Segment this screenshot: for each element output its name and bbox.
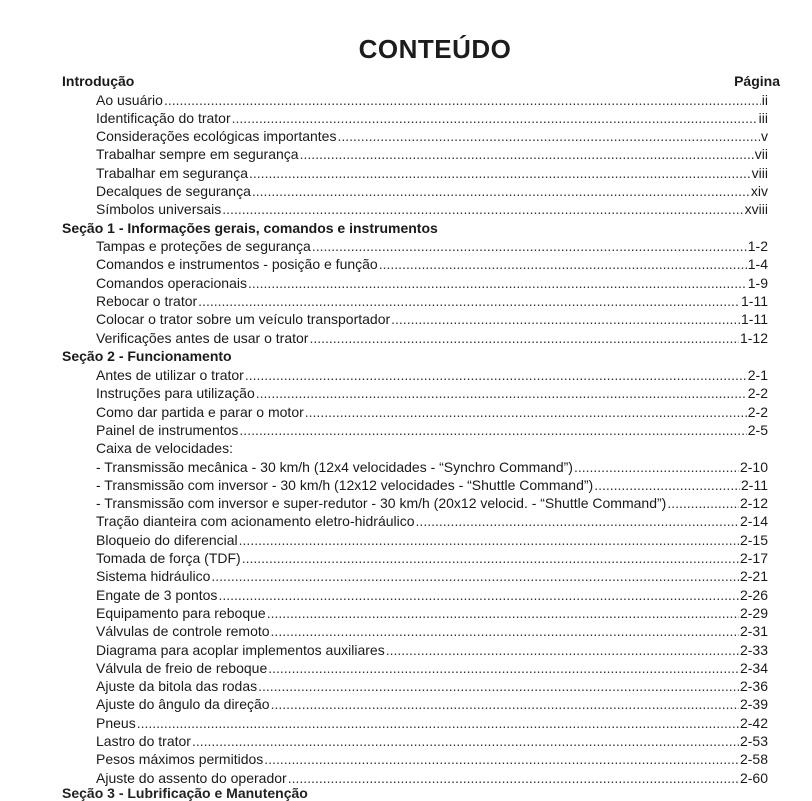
- toc-entry-label: - Transmissão com inversor e super-redutor - 30 km/h (20x12 velocid. - “Shuttle Command”): [96, 495, 667, 512]
- toc-entry-label: Válvulas de controle remoto: [96, 623, 270, 640]
- toc-entry[interactable]: [0, 127, 812, 145]
- toc-entry-label: Sistema hidráulico: [96, 568, 211, 585]
- toc-entry[interactable]: [0, 769, 812, 787]
- dot-leader: [379, 255, 747, 273]
- toc-entry-label: Diagrama para acoplar implementos auxiliares: [96, 641, 385, 658]
- dot-leader: [245, 366, 747, 384]
- toc-entry-label: Verificações antes de usar o trator: [96, 329, 309, 346]
- toc-entry-page: v: [761, 128, 768, 145]
- dot-leader: [267, 604, 739, 622]
- toc-entry[interactable]: [0, 641, 812, 659]
- toc-entry-page: 2-10: [739, 458, 768, 475]
- toc-entry-label: Ajuste do ângulo da direção: [96, 696, 270, 713]
- dot-leader: [164, 91, 761, 109]
- toc-entry[interactable]: [0, 182, 812, 200]
- toc-entry-page: 2-60: [739, 769, 768, 786]
- toc-entry-label: - Transmissão mecânica - 30 km/h (12x4 velocidades - “Synchro Command”): [96, 458, 573, 475]
- toc-entry-label: Como dar partida e parar o motor: [96, 403, 304, 420]
- toc-entry-page: 1-11: [741, 292, 768, 309]
- toc-entry-page: 2-31: [739, 623, 768, 640]
- dot-leader: [248, 274, 747, 292]
- dot-leader: [211, 567, 739, 585]
- toc-entry-page: 1-11: [741, 311, 768, 328]
- toc-entry[interactable]: [0, 732, 812, 750]
- toc-entry[interactable]: [0, 384, 812, 402]
- dot-leader: [232, 109, 758, 127]
- toc-entry-page: 2-11: [741, 476, 768, 493]
- gearbox-subheading: Caixa de velocidades:: [96, 440, 233, 456]
- dot-leader: [242, 549, 739, 567]
- intro-heading: Introdução: [62, 73, 135, 89]
- toc-entry[interactable]: [0, 274, 812, 292]
- dot-leader: [137, 714, 739, 732]
- toc-entry-label: Instruções para utilização: [96, 385, 255, 402]
- toc-entry[interactable]: [0, 403, 812, 421]
- toc-entry-label: Ao usuário: [96, 91, 163, 108]
- toc-entry-label: Tampas e proteções de segurança: [96, 238, 311, 254]
- toc-entry-label: Pneus: [96, 714, 136, 731]
- toc-entry[interactable]: [0, 109, 812, 127]
- toc-entry-page: vii: [754, 146, 768, 163]
- toc-entry[interactable]: [0, 549, 812, 567]
- toc-entry[interactable]: [0, 476, 812, 494]
- toc-entry[interactable]: [0, 200, 812, 218]
- toc-entry-page: 2-17: [739, 550, 768, 566]
- dot-leader: [667, 494, 739, 512]
- dot-leader: [305, 403, 747, 421]
- toc-entry-page: 2-12: [739, 495, 768, 512]
- toc-header: [0, 72, 812, 90]
- toc-entry[interactable]: [0, 586, 812, 604]
- toc-entry-page: iii: [758, 109, 768, 126]
- toc-entry[interactable]: [0, 310, 812, 328]
- toc-entry[interactable]: [0, 531, 812, 549]
- toc-entry-page: 2-2: [747, 385, 768, 402]
- toc-entry-page: 1-12: [739, 329, 768, 346]
- toc-entry-label: Decalques de segurança: [96, 183, 251, 199]
- toc-entry-page: 2-15: [739, 531, 768, 548]
- toc-entry-label: Tomada de força (TDF): [96, 550, 241, 566]
- toc-entry[interactable]: [0, 512, 812, 530]
- dot-leader: [271, 695, 739, 713]
- dot-leader: [594, 476, 740, 494]
- toc-entry-page: 2-39: [739, 696, 768, 713]
- dot-leader: [239, 531, 739, 549]
- toc-entry-label: Trabalhar em segurança: [96, 164, 249, 181]
- toc-entry-page: 2-2: [747, 403, 768, 420]
- dot-leader: [218, 586, 739, 604]
- dot-leader: [256, 384, 747, 402]
- toc-entry-page: 1-9: [747, 274, 768, 291]
- toc-entry[interactable]: [0, 145, 812, 163]
- toc-entry-label: Comandos operacionais: [96, 274, 247, 291]
- toc-entry-label: Comandos e instrumentos - posição e função: [96, 256, 378, 273]
- dot-leader: [198, 292, 740, 310]
- toc-entry-label: Bloqueio do diferencial: [96, 531, 238, 548]
- toc-entry-page: 2-42: [739, 714, 768, 731]
- toc-entry-label: Pesos máximos permitidos: [96, 751, 264, 768]
- toc-entry[interactable]: [0, 567, 812, 585]
- dot-leader: [309, 329, 739, 347]
- toc-entry[interactable]: [0, 622, 812, 640]
- toc-entry-label: Painel de instrumentos: [96, 421, 239, 438]
- dot-leader: [312, 237, 747, 255]
- toc-entry-label: Identificação do trator: [96, 109, 231, 126]
- toc-entry[interactable]: [0, 714, 812, 732]
- toc-entry-page: 1-2: [747, 238, 768, 254]
- dot-leader: [337, 127, 760, 145]
- toc-entry[interactable]: [0, 695, 812, 713]
- toc-entry-label: Trabalhar sempre em segurança: [96, 146, 299, 163]
- toc-entry[interactable]: [0, 164, 812, 182]
- toc-entry-page: viii: [751, 164, 768, 181]
- toc-entry[interactable]: [0, 366, 812, 384]
- toc-entry-label: - Transmissão com inversor - 30 km/h (12x12 velocidades - “Shuttle Command”): [96, 476, 594, 493]
- toc-entry-page: 2-26: [739, 586, 768, 603]
- toc-entry-label: Válvula de freio de reboque: [96, 659, 268, 676]
- dot-leader: [249, 164, 751, 182]
- toc-entry[interactable]: [0, 91, 812, 109]
- toc-entry-label: Ajuste do assento do operador: [96, 769, 287, 786]
- toc-entry-page: ii: [761, 91, 768, 108]
- toc-entry[interactable]: [0, 421, 812, 439]
- dot-leader: [252, 182, 750, 200]
- dot-leader: [264, 750, 739, 768]
- toc-entry[interactable]: [0, 329, 812, 347]
- toc-entry-label: Rebocar o trator: [96, 292, 198, 309]
- toc-entry[interactable]: [0, 750, 812, 768]
- dot-leader: [386, 641, 739, 659]
- dot-leader: [391, 310, 740, 328]
- toc-entry-page: 2-1: [747, 367, 768, 383]
- toc-entry-page: 2-33: [739, 641, 768, 658]
- page-column-label: Página: [734, 73, 780, 89]
- toc-entry[interactable]: [0, 237, 812, 255]
- toc-entry[interactable]: [0, 292, 812, 310]
- dot-leader: [239, 421, 746, 439]
- dot-leader: [268, 659, 739, 677]
- toc-entry-page: 2-29: [739, 604, 768, 621]
- dot-leader: [300, 145, 754, 163]
- toc-entry-label: Tração dianteira com acionamento eletro-hidráulico: [96, 513, 415, 530]
- section-2-heading: Seção 2 - Funcionamento: [62, 348, 232, 364]
- toc-entry-page: 1-4: [747, 256, 768, 273]
- section-3-heading-cutoff: Seção 3 - Lubrificação e Manutenção: [62, 785, 308, 801]
- toc-entry[interactable]: [0, 494, 812, 512]
- toc-entry-label: Símbolos universais: [96, 201, 222, 218]
- toc-entry[interactable]: [0, 677, 812, 695]
- toc-entry-page: xiv: [750, 183, 768, 199]
- toc-entry-label: Engate de 3 pontos: [96, 586, 218, 603]
- dot-leader: [288, 769, 739, 787]
- toc-entry-label: Colocar o trator sobre um veículo transportador: [96, 311, 391, 328]
- toc-entry-page: 2-58: [739, 751, 768, 768]
- toc-entry-page: 2-34: [739, 659, 768, 676]
- dot-leader: [271, 622, 739, 640]
- toc-entry[interactable]: [0, 255, 812, 273]
- dot-leader: [222, 200, 743, 218]
- dot-leader: [258, 677, 739, 695]
- toc-entry-label: Considerações ecológicas importantes: [96, 128, 337, 145]
- toc-entry-page: xviii: [744, 201, 768, 218]
- section-1-heading: Seção 1 - Informações gerais, comandos e instrumentos: [62, 220, 438, 236]
- toc-entry[interactable]: [0, 458, 812, 476]
- toc-entry-label: Lastro do trator: [96, 733, 191, 749]
- dot-leader: [192, 732, 739, 750]
- dot-leader: [416, 512, 739, 530]
- toc-entry[interactable]: [0, 604, 812, 622]
- toc-entry-page: 2-5: [747, 421, 768, 438]
- toc-entry-page: 2-21: [739, 568, 768, 585]
- page-title: CONTEÚDO: [358, 34, 512, 64]
- toc-entry-page: 2-53: [739, 733, 768, 749]
- dot-leader: [574, 458, 739, 476]
- toc-entry[interactable]: [0, 659, 812, 677]
- toc-entry-label: Ajuste da bitola das rodas: [96, 678, 258, 695]
- toc-entry-label: Equipamento para reboque: [96, 604, 266, 621]
- toc-entry-label: Antes de utilizar o trator: [96, 367, 244, 383]
- toc-entry-page: 2-14: [739, 513, 768, 530]
- toc-entry-page: 2-36: [739, 678, 768, 695]
